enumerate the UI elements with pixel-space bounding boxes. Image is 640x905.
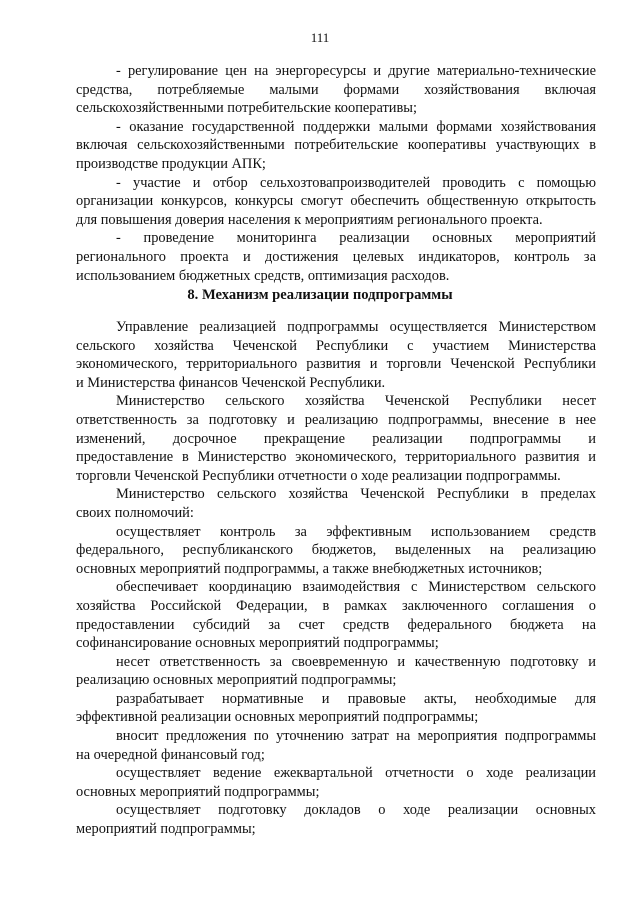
text-line: предоставление в Министерство экономического, территориального развития и — [76, 449, 596, 466]
text-line: хозяйства Российской Федерации, в рамках заключенного соглашения о — [76, 597, 596, 614]
text-line: торговли Чеченской Республики отчетности о ходе реализации подпрограммы. — [76, 467, 561, 484]
text-line: предоставлении субсидий за счет средств федерального бюджета на — [76, 616, 596, 633]
text-line: своих полномочий: — [76, 504, 194, 521]
text-line: использованием бюджетных средств, оптимизация расходов. — [76, 267, 450, 284]
text-line: федерального, республиканского бюджетов, выделенных на реализацию — [76, 542, 596, 559]
text-line: эффективной реализации основных мероприятий подпрограммы; — [76, 709, 479, 726]
text-line: организации конкурсов, конкурсы смогут обеспечить общественную открытость — [76, 193, 596, 210]
text-line: и Министерства финансов Чеченской Республики. — [76, 374, 386, 391]
text-line: осуществляет контроль за эффективным использованием средств — [116, 523, 596, 540]
text-line: сельскохозяйственными потребительские кооперативы; — [76, 100, 417, 117]
text-line: ответственность за подготовку и реализацию подпрограммы, внесение в нее — [76, 411, 596, 428]
text-line: разрабатывает нормативные и правовые акты, необходимые для — [116, 690, 596, 707]
text-line: основных мероприятий подпрограммы; — [76, 783, 320, 800]
text-line: Министерство сельского хозяйства Чеченской Республики несет — [116, 393, 596, 410]
text-line: несет ответственность за своевременную и качественную подготовку и — [116, 653, 596, 670]
text-line: обеспечивает координацию взаимодействия с Министерством сельского — [116, 579, 596, 596]
text-line: - участие и отбор сельхозтовапроизводителей проводить с помощью — [116, 174, 596, 191]
text-line: производстве продукции АПК; — [76, 155, 266, 172]
text-line: реализацию основных мероприятий подпрограммы; — [76, 672, 397, 689]
text-line: - оказание государственной поддержки малыми формами хозяйствования — [116, 118, 596, 135]
text-line: регионального проекта и достижения целевых индикаторов, контроль за — [76, 248, 596, 265]
text-line: основных мероприятий подпрограммы, а также внебюджетных источников; — [76, 560, 543, 577]
text-line: софинансирование основных мероприятий подпрограммы; — [76, 635, 439, 652]
page-number: 111 — [310, 30, 330, 45]
text-line: средства, потребляемые малыми формами хозяйствования включая — [76, 81, 596, 98]
section-body — [76, 318, 596, 839]
text-line: экономического, территориального развития и торговли Чеченской Республики — [76, 356, 596, 373]
text-line: - проведение мониторинга реализации основных мероприятий — [116, 230, 596, 247]
text-line: для повышения доверия населения к мероприятиям регионального проекта. — [76, 211, 543, 228]
text-line: - регулирование цен на энергоресурсы и другие материально-технические — [116, 63, 596, 79]
text-line: сельского хозяйства Чеченской Республики с участием Министерства — [76, 337, 596, 354]
measures-list — [76, 62, 596, 285]
text-line: Управление реализацией подпрограммы осуществляется Министерством — [116, 319, 596, 335]
text-line: осуществляет подготовку докладов о ходе реализации основных — [116, 802, 596, 819]
section-heading: 8. Механизм реализации подпрограммы — [187, 287, 453, 303]
text-line: мероприятий подпрограммы; — [76, 821, 256, 838]
text-line: осуществляет ведение ежеквартальной отчетности о ходе реализации — [116, 765, 596, 782]
text-line: изменений, досрочное прекращение реализации подпрограммы и — [76, 430, 596, 447]
text-line: Министерство сельского хозяйства Чеченской Республики в пределах — [116, 486, 596, 503]
text-line: включая сельскохозяйственными потребительские кооперативы участвующих в — [76, 137, 596, 154]
text-line: вносит предложения по уточнению затрат на мероприятия подпрограммы — [116, 728, 596, 745]
text-line: на очередной финансовый год; — [76, 746, 265, 763]
